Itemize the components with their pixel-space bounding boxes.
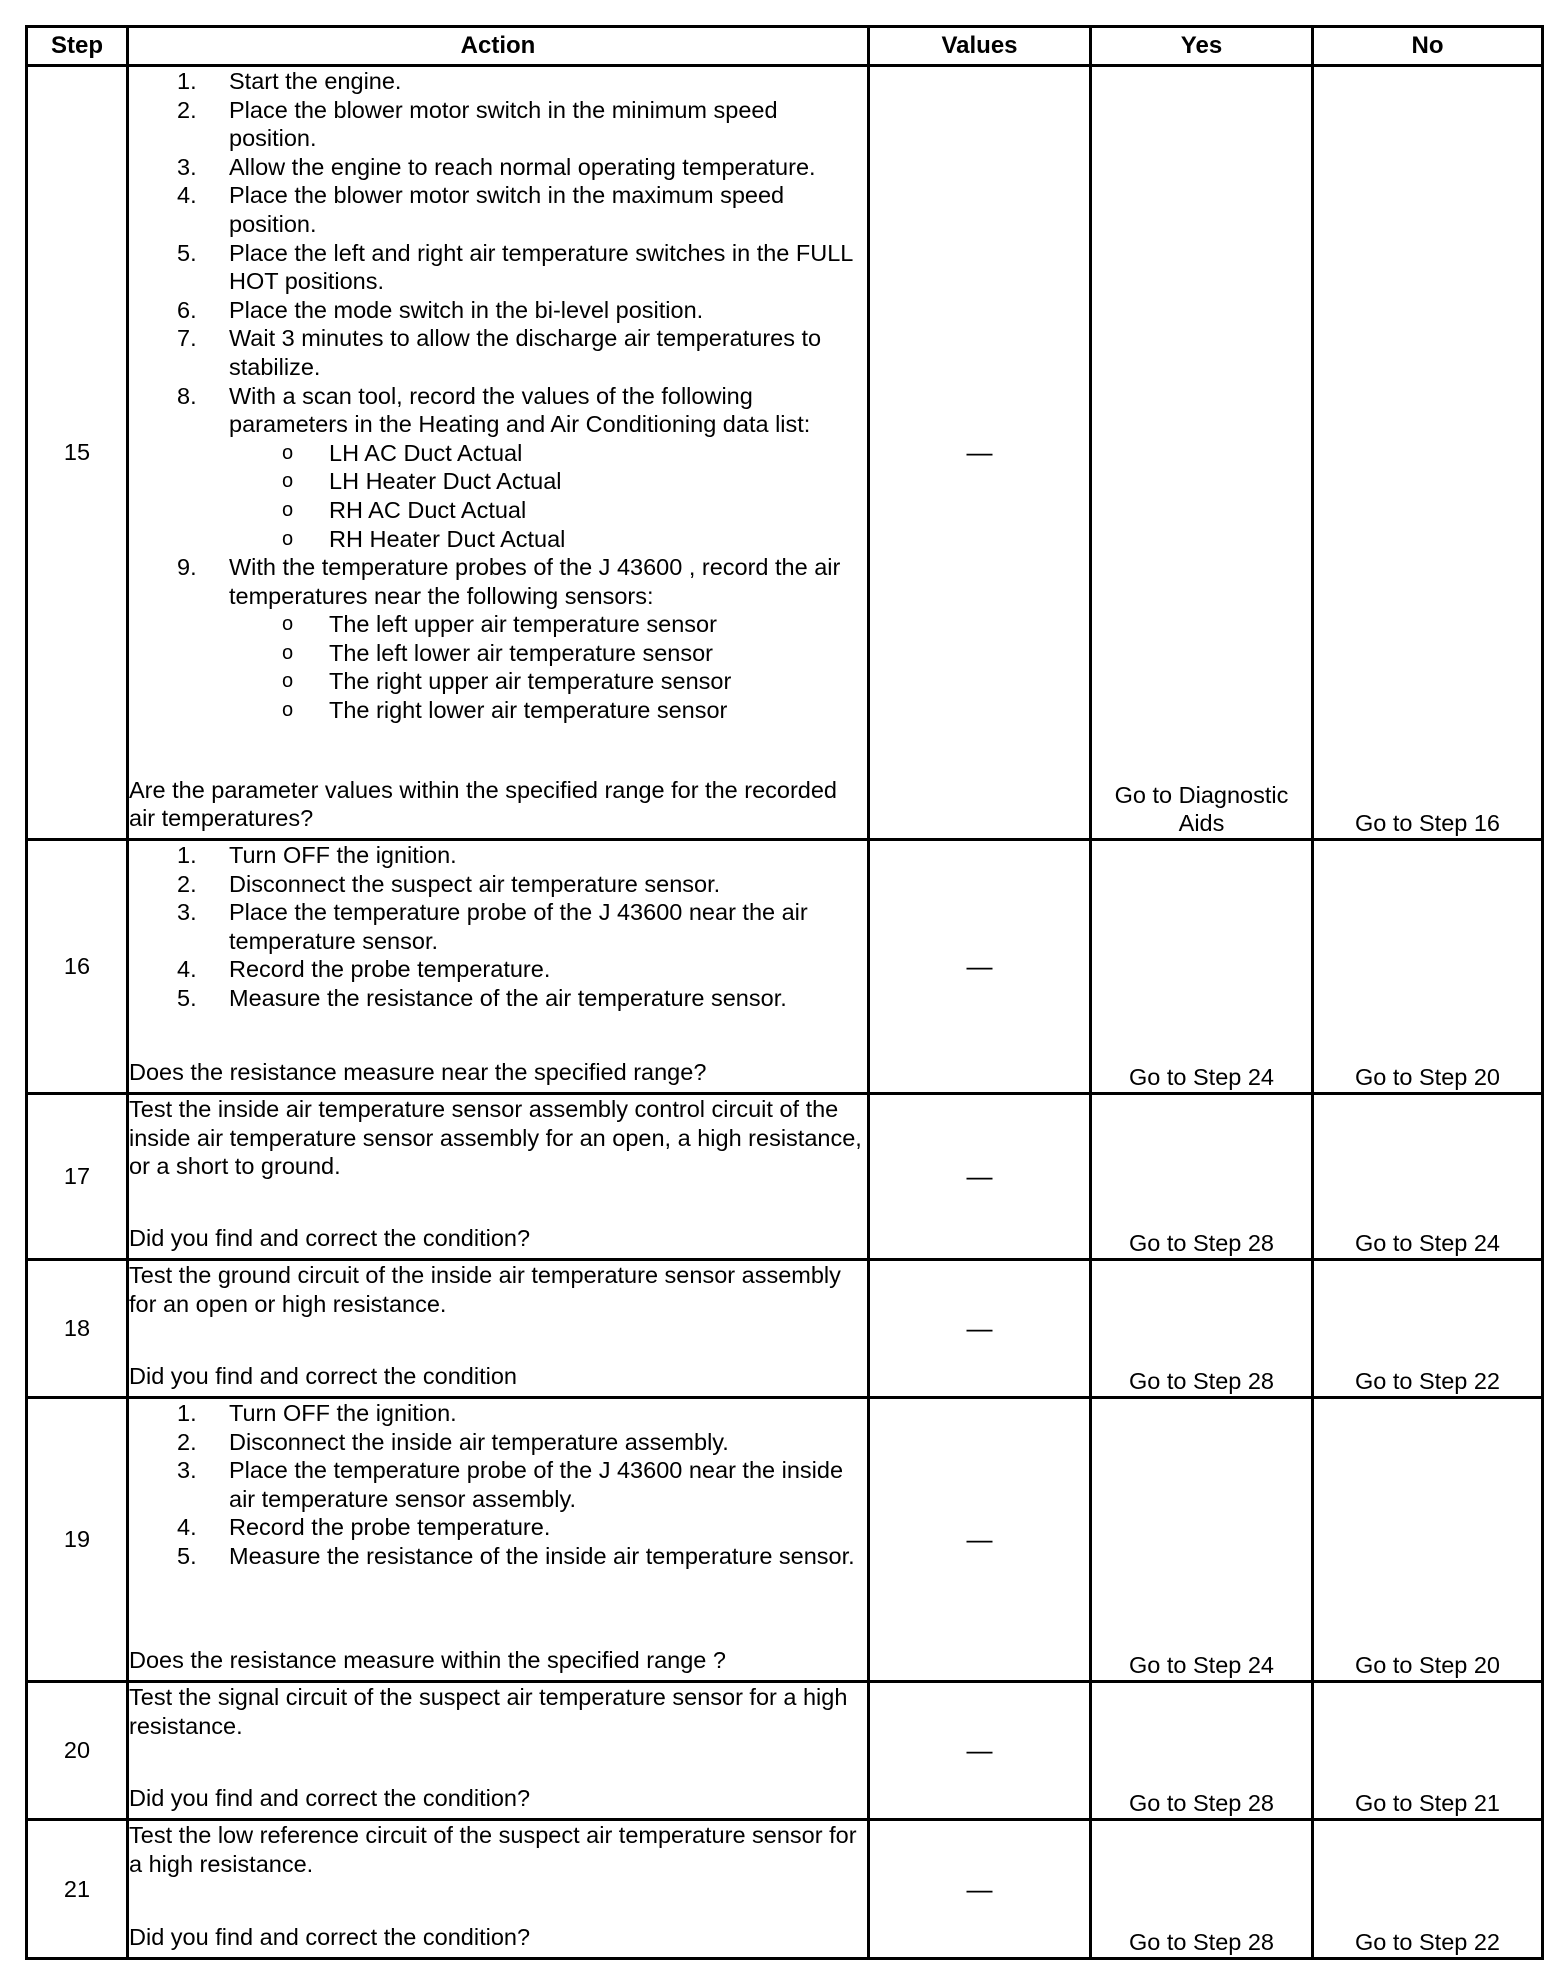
sub-list	[229, 610, 867, 724]
no-link[interactable]: Go to Step 21	[1313, 1682, 1543, 1820]
action-text: Test the inside air temperature sensor assembly control circuit of the inside air temperature sensor assembly for an open, a high resistance, or a short to ground.	[129, 1096, 862, 1180]
action-content	[129, 1399, 867, 1675]
bullet-icon: o	[282, 613, 294, 636]
action-cell	[128, 1398, 869, 1682]
action-step-text: Record the probe temperature.	[229, 1514, 551, 1541]
yes-link[interactable]: Go to Diagnostic Aids	[1091, 66, 1313, 840]
table-row	[27, 1682, 1543, 1820]
question-text: Does the resistance measure within the specified range ?	[129, 1647, 726, 1674]
step-index: 1.	[177, 1400, 197, 1426]
no-link[interactable]: Go to Step 24	[1313, 1094, 1543, 1260]
header-values: Values	[869, 27, 1091, 66]
yes-link[interactable]: Go to Step 28	[1091, 1260, 1313, 1398]
step-number: 16	[27, 840, 128, 1094]
action-step-text: With the temperature probes of the J 43600 , record the air temperatures near the following sensors:	[229, 554, 841, 609]
values-cell: —	[869, 1398, 1091, 1682]
action-cell	[128, 1094, 869, 1260]
step-number: 15	[27, 66, 128, 840]
step-index: 9.	[177, 554, 197, 581]
sub-item-text: RH AC Duct Actual	[329, 496, 527, 523]
action-cell	[128, 1260, 869, 1398]
step-number: 20	[27, 1682, 128, 1820]
action-step-text: Start the engine.	[229, 68, 402, 94]
action-step-text: Turn OFF the ignition.	[229, 1400, 457, 1426]
action-step-text: With a scan tool, record the values of the following parameters in the Heating and Air Conditioning data list:	[229, 382, 811, 438]
no-link[interactable]: Go to Step 20	[1313, 840, 1543, 1094]
table-row	[27, 1820, 1543, 1959]
bullet-icon: o	[282, 470, 294, 493]
step-number: 19	[27, 1398, 128, 1682]
sub-list	[229, 439, 867, 553]
no-link[interactable]: Go to Step 22	[1313, 1260, 1543, 1398]
values-cell: —	[869, 840, 1091, 1094]
step-index: 5.	[177, 984, 197, 1011]
sub-item	[229, 467, 867, 496]
action-step-text: Measure the resistance of the air temperature sensor.	[229, 984, 787, 1011]
spacer	[129, 1013, 867, 1059]
action-step-text: Measure the resistance of the inside air temperature sensor.	[229, 1542, 855, 1569]
question-text: Did you find and correct the condition?	[129, 1225, 531, 1252]
spacer	[129, 1878, 867, 1923]
sub-item	[229, 496, 867, 525]
question-text: Did you find and correct the condition	[129, 1363, 517, 1390]
step-index: 2.	[177, 870, 197, 897]
step-index: 1.	[177, 842, 197, 868]
action-step	[129, 382, 867, 554]
action-step	[129, 1399, 867, 1428]
diagnostic-table	[25, 25, 1544, 1960]
header-yes: Yes	[1091, 27, 1313, 66]
step-index: 8.	[177, 382, 197, 409]
sub-item-text: The left lower air temperature sensor	[329, 639, 713, 666]
values-cell: —	[869, 1260, 1091, 1398]
action-cell	[128, 840, 869, 1094]
spacer	[129, 1181, 867, 1225]
action-content	[129, 67, 867, 833]
action-content	[129, 1095, 867, 1253]
bullet-icon: o	[282, 641, 294, 664]
step-index: 3.	[177, 153, 197, 180]
step-index: 7.	[177, 325, 197, 352]
action-text: Test the low reference circuit of the suspect air temperature sensor for a high resistance.	[129, 1822, 857, 1877]
action-step-text: Allow the engine to reach normal operating temperature.	[229, 153, 816, 180]
no-link[interactable]: Go to Step 16	[1313, 66, 1543, 840]
action-content	[129, 1821, 867, 1952]
action-step	[129, 324, 867, 381]
action-step-text: Disconnect the inside air temperature assembly.	[229, 1428, 729, 1455]
sub-item-text: The left upper air temperature sensor	[329, 611, 717, 638]
action-cell	[128, 1820, 869, 1959]
sub-item	[229, 696, 867, 725]
action-steps-list	[129, 1399, 867, 1571]
step-index: 2.	[177, 1428, 197, 1455]
action-step-text: Place the temperature probe of the J 43600 near the inside air temperature sensor assembly.	[229, 1457, 844, 1512]
step-index: 4.	[177, 1514, 197, 1541]
sub-item-text: The right lower air temperature sensor	[329, 697, 728, 724]
spacer	[129, 1318, 867, 1362]
yes-link[interactable]: Go to Step 24	[1091, 840, 1313, 1094]
action-step	[129, 984, 867, 1013]
action-step	[129, 67, 867, 96]
step-index: 3.	[177, 899, 197, 926]
action-step	[129, 1428, 867, 1457]
spacer	[129, 1571, 867, 1647]
table-row	[27, 1398, 1543, 1682]
action-step-text: Disconnect the suspect air temperature sensor.	[229, 870, 721, 897]
table-row	[27, 66, 1543, 840]
action-step	[129, 1456, 867, 1513]
step-number: 18	[27, 1260, 128, 1398]
action-step	[129, 1513, 867, 1542]
action-text: Test the signal circuit of the suspect air temperature sensor for a high resistance.	[129, 1684, 848, 1739]
bullet-icon: o	[282, 670, 294, 693]
action-step-text: Place the mode switch in the bi-level position.	[229, 296, 704, 323]
yes-link[interactable]: Go to Step 28	[1091, 1682, 1313, 1820]
action-step-text: Place the blower motor switch in the minimum speed position.	[229, 96, 778, 152]
values-cell: —	[869, 1820, 1091, 1959]
step-index: 3.	[177, 1457, 197, 1484]
bullet-icon: o	[282, 699, 294, 722]
header-no: No	[1313, 27, 1543, 66]
action-cell	[128, 1682, 869, 1820]
step-index: 5.	[177, 239, 197, 266]
step-index: 5.	[177, 1542, 197, 1569]
sub-item	[229, 610, 867, 639]
question-text: Did you find and correct the condition?	[129, 1924, 531, 1951]
table-row	[27, 1094, 1543, 1260]
action-step	[129, 955, 867, 984]
table-body	[27, 66, 1543, 1959]
action-step	[129, 841, 867, 870]
action-step-text: Place the temperature probe of the J 43600 near the air temperature sensor.	[229, 899, 808, 954]
action-cell	[128, 66, 869, 840]
yes-link[interactable]: Go to Step 24	[1091, 1398, 1313, 1682]
bullet-icon: o	[282, 527, 294, 550]
action-step	[129, 553, 867, 725]
step-number: 21	[27, 1820, 128, 1959]
action-steps-list	[129, 67, 867, 725]
sub-item-text: RH Heater Duct Actual	[329, 525, 566, 552]
values-cell: —	[869, 66, 1091, 840]
sub-item	[229, 639, 867, 668]
action-step-text: Turn OFF the ignition.	[229, 842, 457, 868]
header-action: Action	[128, 27, 869, 66]
sub-item	[229, 525, 867, 554]
question-text: Are the parameter values within the specified range for the recorded air temperatures?	[129, 776, 838, 832]
yes-link[interactable]: Go to Step 28	[1091, 1820, 1313, 1959]
question-text: Did you find and correct the condition?	[129, 1785, 531, 1812]
sub-item	[229, 667, 867, 696]
spacer	[129, 725, 867, 776]
step-index: 4.	[177, 182, 197, 209]
yes-link[interactable]: Go to Step 28	[1091, 1094, 1313, 1260]
values-cell: —	[869, 1094, 1091, 1260]
step-index: 1.	[177, 68, 197, 94]
action-step-text: Place the blower motor switch in the maximum speed position.	[229, 182, 785, 237]
action-steps-list	[129, 841, 867, 1013]
action-content	[129, 841, 867, 1087]
sub-item-text: LH Heater Duct Actual	[329, 468, 562, 495]
bullet-icon: o	[282, 441, 294, 464]
action-step	[129, 898, 867, 955]
table-row	[27, 840, 1543, 1094]
action-content	[129, 1683, 867, 1813]
action-content	[129, 1261, 867, 1391]
action-step	[129, 239, 867, 296]
action-step-text: Record the probe temperature.	[229, 956, 551, 983]
values-cell: —	[869, 1682, 1091, 1820]
sub-item-text: LH AC Duct Actual	[329, 439, 523, 466]
step-index: 4.	[177, 956, 197, 983]
action-step-text: Wait 3 minutes to allow the discharge air temperatures to stabilize.	[229, 325, 822, 380]
no-link[interactable]: Go to Step 20	[1313, 1398, 1543, 1682]
bullet-icon: o	[282, 498, 294, 521]
action-step-text: Place the left and right air temperature switches in the FULL HOT positions.	[229, 239, 853, 295]
action-step	[129, 96, 867, 153]
header-step: Step	[27, 27, 128, 66]
sub-item-text: The right upper air temperature sensor	[329, 668, 732, 695]
action-step	[129, 296, 867, 325]
action-step	[129, 870, 867, 899]
action-text: Test the ground circuit of the inside air temperature sensor assembly for an open or high resistance.	[129, 1262, 841, 1317]
action-step	[129, 153, 867, 182]
step-index: 2.	[177, 96, 197, 123]
step-index: 6.	[177, 296, 197, 323]
spacer	[129, 1740, 867, 1784]
header-row	[27, 27, 1543, 66]
step-number: 17	[27, 1094, 128, 1260]
sub-item	[229, 439, 867, 468]
table-row	[27, 1260, 1543, 1398]
action-step	[129, 181, 867, 238]
no-link[interactable]: Go to Step 22	[1313, 1820, 1543, 1959]
question-text: Does the resistance measure near the specified range?	[129, 1059, 707, 1086]
action-step	[129, 1542, 867, 1571]
